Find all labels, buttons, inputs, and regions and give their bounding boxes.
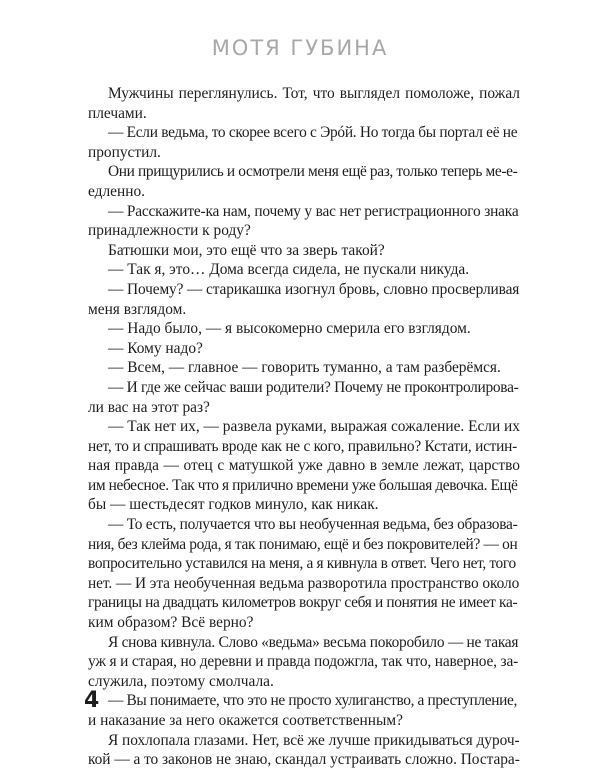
text-line: бы — шестьдесят годков минуло, как никак. <box>88 496 379 514</box>
text-line: принадлежности к роду? <box>88 222 251 240</box>
paragraph <box>88 633 520 692</box>
text-line: границы на двадцать километров вокруг себя и понятия не имеет ка- <box>88 594 518 612</box>
text-line: Они прищурились и осмотрели меня ещё раз, только теперь ме-е- <box>108 163 518 181</box>
text-line: — Так нет их, — развела руками, выражая сожаление. Если их <box>108 418 520 436</box>
running-header: МОТЯ ГУБИНА <box>211 36 389 60</box>
text-line: ли вас на этот раз? <box>88 398 210 416</box>
text-line: — Расскажите-ка нам, почему у вас нет регистрационного знака <box>108 202 519 220</box>
text-line: Я снова кивнула. Слово «ведьма» весьма покоробило — не такая <box>108 633 519 651</box>
paragraph <box>88 260 520 280</box>
text-line: и наказание за него окажется соответственным? <box>88 712 403 729</box>
paragraph <box>88 731 520 770</box>
paragraph <box>88 162 520 201</box>
paragraph <box>88 319 520 339</box>
paragraph <box>88 515 520 633</box>
text-line: — То есть, получается что вы необученная ведьма, без образова- <box>108 516 518 534</box>
paragraph <box>88 339 520 359</box>
text-line: Я похлопала глазами. Нет, всё же лучше прикидываться дуроч- <box>108 731 520 749</box>
text-line: вопросительно уставился на меня, а я кивнула в ответ. Чего нет, того <box>88 555 516 573</box>
text-line: нет. — И эта необученная ведьма разворотила пространство около <box>88 574 520 592</box>
paragraph <box>88 358 520 378</box>
text-line: — Если ведьма, то скорее всего с Эрóй. Но тогда бы портал её не <box>108 124 518 142</box>
text-line: нет, то и спрашивать вроде как не с кого, правильно? Кстати, истин- <box>88 437 517 455</box>
text-line: — И где же сейчас ваши родители? Почему не проконтролирова- <box>108 378 519 396</box>
paragraph <box>88 202 520 241</box>
text-line: пропустил. <box>88 143 161 161</box>
text-line: — Надо было, — я высокомерно смерила его взглядом. <box>108 320 471 338</box>
text-line: едленно. <box>88 182 145 200</box>
text-line: — Так я, это… Дома всегда сидела, не пускали никуда. <box>108 261 470 279</box>
text-line: — Кому надо? <box>108 339 203 357</box>
text-line: — Всем, — главное — говорить туманно, а там разберёмся. <box>108 359 501 377</box>
paragraph <box>88 378 520 417</box>
text-line: плечами. <box>88 104 147 122</box>
paragraph <box>88 84 520 123</box>
text-line: ная правда — отец с матушкой уже давно в земле лежат, царство <box>88 457 520 475</box>
text-line: им небесное. Так что я прилично времени уже большая девочка. Ещё <box>88 476 518 494</box>
body-text <box>88 84 520 770</box>
text-line: Мужчины переглянулись. Тот, что выглядел помоложе, пожал <box>108 85 520 102</box>
paragraph <box>88 417 520 515</box>
page-number: 4 <box>84 688 100 713</box>
text-line: — Почему? — старикашка изогнул бровь, словно просверливая <box>108 280 520 298</box>
text-line: меня взглядом. <box>88 300 187 318</box>
paragraph <box>88 691 520 730</box>
text-line: кой — а то законов не знаю, скандал устраивать сложно. Постара- <box>88 751 520 769</box>
text-line: — Вы понимаете, что это не просто хулиганство, а преступление, <box>108 692 517 710</box>
text-line: служила, поэтому смолчала. <box>88 672 274 690</box>
paragraph <box>88 280 520 319</box>
text-line: Батюшки мои, это ещё что за зверь такой? <box>108 241 385 259</box>
paragraph <box>88 241 520 261</box>
paragraph <box>88 123 520 162</box>
text-line: ния, без клейма рода, я так понимаю, ещё и без покровителей? — он <box>88 535 518 553</box>
text-line: уж я и старая, но деревни и правда подожгла, так что, наверное, за- <box>88 653 519 671</box>
text-line: ким образом? Всё верно? <box>88 614 254 632</box>
